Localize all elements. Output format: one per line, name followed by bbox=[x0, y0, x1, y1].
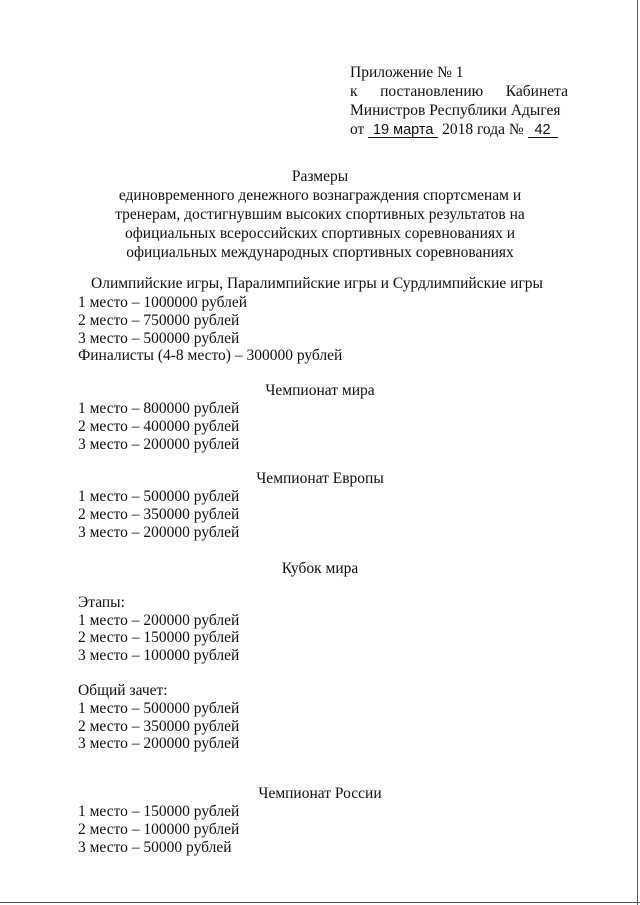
title-line: официальных всероссийских спортивных соревнованиях и bbox=[124, 225, 516, 242]
world-cup-overall-item: 2 место – 350000 рублей bbox=[78, 718, 240, 735]
title-line: официальных международных спортивных соревнованиях bbox=[126, 244, 514, 261]
date-day-month: 19 марта bbox=[368, 123, 438, 138]
world-cup-stage-item: 1 место – 200000 рублей bbox=[78, 612, 240, 629]
world-championship-item: 1 место – 800000 рублей bbox=[78, 400, 240, 417]
date-year: 2018 года № bbox=[442, 121, 524, 138]
date-prefix: от bbox=[350, 121, 365, 138]
appendix-line-2 bbox=[350, 82, 568, 101]
european-championship-heading: Чемпионат Европы bbox=[256, 470, 384, 487]
european-championship-item: 2 место – 350000 рублей bbox=[78, 506, 240, 523]
appendix-line-2-word-3: Кабинета bbox=[505, 83, 568, 100]
world-cup-overall-item: 1 место – 500000 рублей bbox=[78, 700, 240, 717]
appendix-date-line bbox=[350, 120, 568, 139]
european-championship-item: 1 место – 500000 рублей bbox=[78, 488, 240, 505]
appendix-line-2-word-1: к bbox=[350, 83, 358, 100]
world-cup-stages-label: Этапы: bbox=[78, 594, 125, 611]
russia-championship-heading: Чемпионат России bbox=[258, 785, 382, 802]
world-championship-item: 3 место – 200000 рублей bbox=[78, 436, 240, 453]
world-championship-heading: Чемпионат мира bbox=[265, 382, 375, 399]
olympics-item: 1 место – 1000000 рублей bbox=[78, 294, 248, 311]
olympics-item: 2 место – 750000 рублей bbox=[78, 312, 240, 329]
world-championship-item: 2 место – 400000 рублей bbox=[78, 418, 240, 435]
title-line: единовременного денежного вознаграждения спортсменам и bbox=[118, 187, 522, 204]
appendix-title: Приложение № 1 bbox=[350, 64, 464, 81]
european-championship-item: 3 место – 200000 рублей bbox=[78, 524, 240, 541]
document-title bbox=[60, 167, 580, 262]
world-cup-heading: Кубок мира bbox=[281, 560, 359, 577]
page-edge-right bbox=[637, 0, 638, 905]
appendix-line-2-word-2: постановлению bbox=[380, 83, 484, 100]
russia-championship-item: 2 место – 100000 рублей bbox=[78, 821, 240, 838]
title-line: тренерам, достигнувшим высоких спортивных результатов на bbox=[115, 206, 525, 223]
russia-championship-item: 1 место – 150000 рублей bbox=[78, 803, 240, 820]
world-cup-overall-item: 3 место – 200000 рублей bbox=[78, 735, 240, 752]
appendix-line-3: Министров Республики Адыгея bbox=[350, 102, 561, 119]
olympics-item: 3 место – 500000 рублей bbox=[78, 330, 240, 347]
world-cup-overall-label: Общий зачет: bbox=[78, 682, 168, 699]
world-cup-stage-item: 2 место – 150000 рублей bbox=[78, 629, 240, 646]
appendix-header bbox=[350, 63, 568, 139]
title-line: Размеры bbox=[291, 168, 349, 185]
world-cup-stage-item: 3 место – 100000 рублей bbox=[78, 647, 240, 664]
russia-championship-item: 3 место – 50000 рублей bbox=[78, 839, 232, 856]
olympics-item: Финалисты (4-8 место) – 300000 рублей bbox=[78, 347, 343, 364]
document-number: 42 bbox=[528, 123, 558, 138]
olympics-heading: Олимпийские игры, Паралимпийские игры и Сурдлимпийские игры bbox=[91, 275, 543, 292]
page-edge-bottom bbox=[0, 902, 640, 903]
